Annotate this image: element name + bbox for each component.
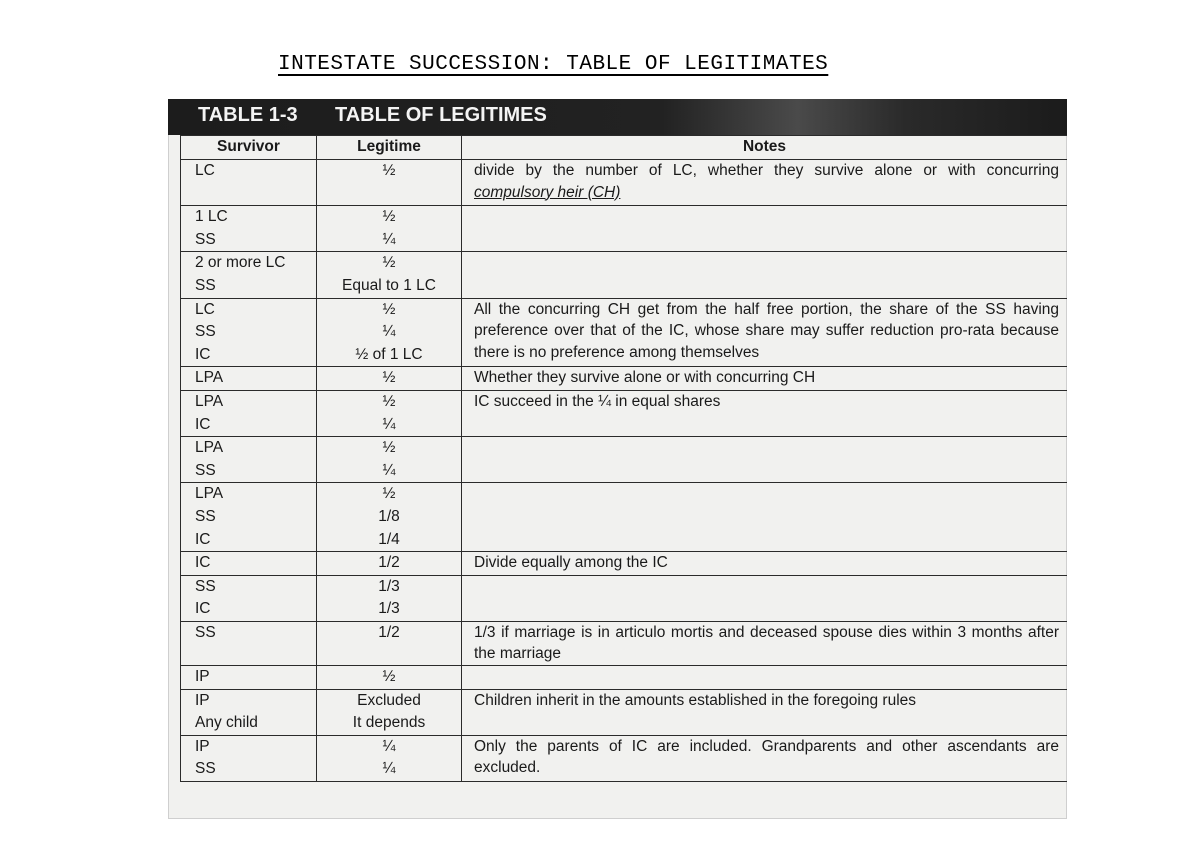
table-row: [181, 689, 1068, 735]
notes-cell: [462, 437, 1068, 483]
survivor-value: LC: [195, 300, 215, 318]
survivor-cell: [181, 390, 317, 436]
survivor-cell: [181, 483, 317, 552]
notes-cell: [462, 252, 1068, 298]
legitime-value: ¼: [382, 461, 396, 479]
survivor-value: SS: [195, 461, 216, 479]
legitime-cell: [317, 621, 462, 665]
survivor-cell: [181, 437, 317, 483]
legitime-cell: [317, 552, 462, 576]
survivor-value: IC: [195, 345, 211, 363]
legitime-value: ½: [382, 667, 396, 685]
survivor-value: SS: [195, 276, 216, 294]
legitime-cell: [317, 298, 462, 367]
survivor-cell: [181, 298, 317, 367]
survivor-value: IC: [195, 554, 211, 572]
survivor-value: SS: [195, 623, 216, 641]
legitime-cell: [317, 483, 462, 552]
notes-text: Whether they survive alone or with concurring CH: [474, 369, 816, 387]
survivor-value: SS: [195, 230, 216, 248]
legitime-cell: [317, 367, 462, 391]
legitime-value: 1/4: [378, 530, 400, 548]
legitime-cell: [317, 689, 462, 735]
table-row: [181, 575, 1068, 621]
legitime-value: ½: [382, 162, 396, 179]
legitime-value: 1/3: [378, 600, 400, 618]
notes-cell: [462, 390, 1068, 436]
notes-text: Children inherit in the amounts established in the foregoing rules: [474, 691, 917, 709]
notes-text: 1/3 if marriage is in articulo mortis and deceased spouse dies within 3 months after the marriage: [474, 623, 1059, 663]
legitime-cell: [317, 437, 462, 483]
notes-cell: [462, 367, 1068, 391]
table-row: [181, 390, 1068, 436]
notes-cell: [462, 206, 1068, 252]
legitime-value: It depends: [352, 714, 426, 732]
survivor-cell: [181, 621, 317, 665]
table-row: [181, 252, 1068, 298]
legitime-value: ½: [382, 439, 396, 457]
notes-text: divide by the number of LC, whether they survive alone or with concurring: [474, 162, 1059, 179]
table-name: TABLE OF LEGITIMES: [335, 104, 547, 126]
survivor-value: IP: [195, 737, 210, 755]
notes-cell: [462, 665, 1068, 689]
legitime-cell: [317, 252, 462, 298]
legitime-value: 1/2: [378, 554, 400, 572]
legitime-value: ¼: [382, 415, 396, 433]
notes-emphasis: compulsory heir (CH): [474, 183, 621, 201]
survivor-cell: [181, 206, 317, 252]
legitime-value: ½: [382, 485, 396, 503]
legitime-value: ¼: [382, 760, 396, 778]
scanned-table-image: [168, 99, 1067, 819]
legitime-value: ½ of 1 LC: [355, 345, 423, 363]
survivor-value: IP: [195, 691, 210, 709]
survivor-cell: [181, 160, 317, 206]
survivor-value: LPA: [195, 485, 224, 503]
legitime-cell: [317, 575, 462, 621]
survivor-value: Any child: [195, 714, 258, 732]
legitimes-table: [180, 135, 1067, 782]
survivor-cell: [181, 575, 317, 621]
legitime-cell: [317, 206, 462, 252]
survivor-value: LPA: [195, 439, 224, 457]
survivor-value: SS: [195, 577, 216, 595]
notes-cell: [462, 621, 1068, 665]
header-survivor: Survivor: [181, 136, 317, 160]
notes-text: Only the parents of IC are included. Grandparents and other ascendants are excluded.: [474, 737, 1059, 777]
survivor-cell: [181, 665, 317, 689]
survivor-value: SS: [195, 760, 216, 778]
notes-cell: [462, 160, 1068, 206]
legitime-value: ¼: [382, 737, 396, 755]
table-header-row: [181, 136, 1068, 160]
survivor-value: SS: [195, 323, 216, 341]
survivor-cell: [181, 367, 317, 391]
table-number: TABLE 1-3: [198, 104, 298, 126]
survivor-value: IC: [195, 415, 211, 433]
survivor-value: IC: [195, 600, 211, 618]
table-row: [181, 206, 1068, 252]
survivor-value: 1 LC: [195, 208, 228, 226]
notes-text: All the concurring CH get from the half free portion, the share of the SS having preference over that of the IC, whose share may suffer reduction pro-rata because there is no preference among themselves: [474, 300, 1059, 361]
notes-cell: [462, 735, 1068, 781]
legitime-value: 1/3: [378, 577, 400, 595]
survivor-cell: [181, 252, 317, 298]
legitime-value: Excluded: [357, 691, 421, 709]
survivor-cell: [181, 735, 317, 781]
table-row: [181, 665, 1068, 689]
survivor-value: LC: [195, 162, 215, 179]
survivor-value: LPA: [195, 392, 224, 410]
survivor-value: 2 or more LC: [195, 254, 286, 272]
notes-cell: [462, 689, 1068, 735]
table-row: [181, 621, 1068, 665]
legitime-value: 1/8: [378, 507, 400, 525]
table-row: [181, 552, 1068, 576]
header-legitime: Legitime: [317, 136, 462, 160]
legitime-value: 1/2: [378, 623, 400, 641]
survivor-cell: [181, 552, 317, 576]
table-row: [181, 483, 1068, 552]
legitime-value: Equal to 1 LC: [342, 276, 436, 294]
legitime-value: ½: [382, 392, 396, 410]
table-row: [181, 437, 1068, 483]
survivor-value: SS: [195, 507, 216, 525]
table-row: [181, 160, 1068, 206]
legitime-value: ¼: [382, 323, 396, 341]
notes-cell: [462, 552, 1068, 576]
notes-cell: [462, 483, 1068, 552]
notes-cell: [462, 298, 1068, 367]
legitime-cell: [317, 160, 462, 206]
legitime-cell: [317, 390, 462, 436]
notes-text: Divide equally among the IC: [474, 554, 668, 572]
legitime-cell: [317, 665, 462, 689]
table-row: [181, 735, 1068, 781]
legitime-value: ¼: [382, 230, 396, 248]
survivor-value: LPA: [195, 369, 224, 387]
table-row: [181, 367, 1068, 391]
table-row: [181, 298, 1068, 367]
legitime-cell: [317, 735, 462, 781]
survivor-value: IP: [195, 667, 210, 685]
header-notes: Notes: [462, 136, 1068, 160]
legitime-value: ½: [382, 369, 396, 387]
notes-cell: [462, 575, 1068, 621]
legitime-value: ½: [382, 208, 396, 226]
page-title: INTESTATE SUCCESSION: TABLE OF LEGITIMATES: [278, 53, 829, 76]
survivor-value: IC: [195, 530, 211, 548]
table-caption-bar: [168, 99, 1067, 135]
legitime-value: ½: [382, 300, 396, 318]
notes-text: IC succeed in the ¼ in equal shares: [474, 392, 721, 410]
survivor-cell: [181, 689, 317, 735]
legitime-value: ½: [382, 254, 396, 272]
